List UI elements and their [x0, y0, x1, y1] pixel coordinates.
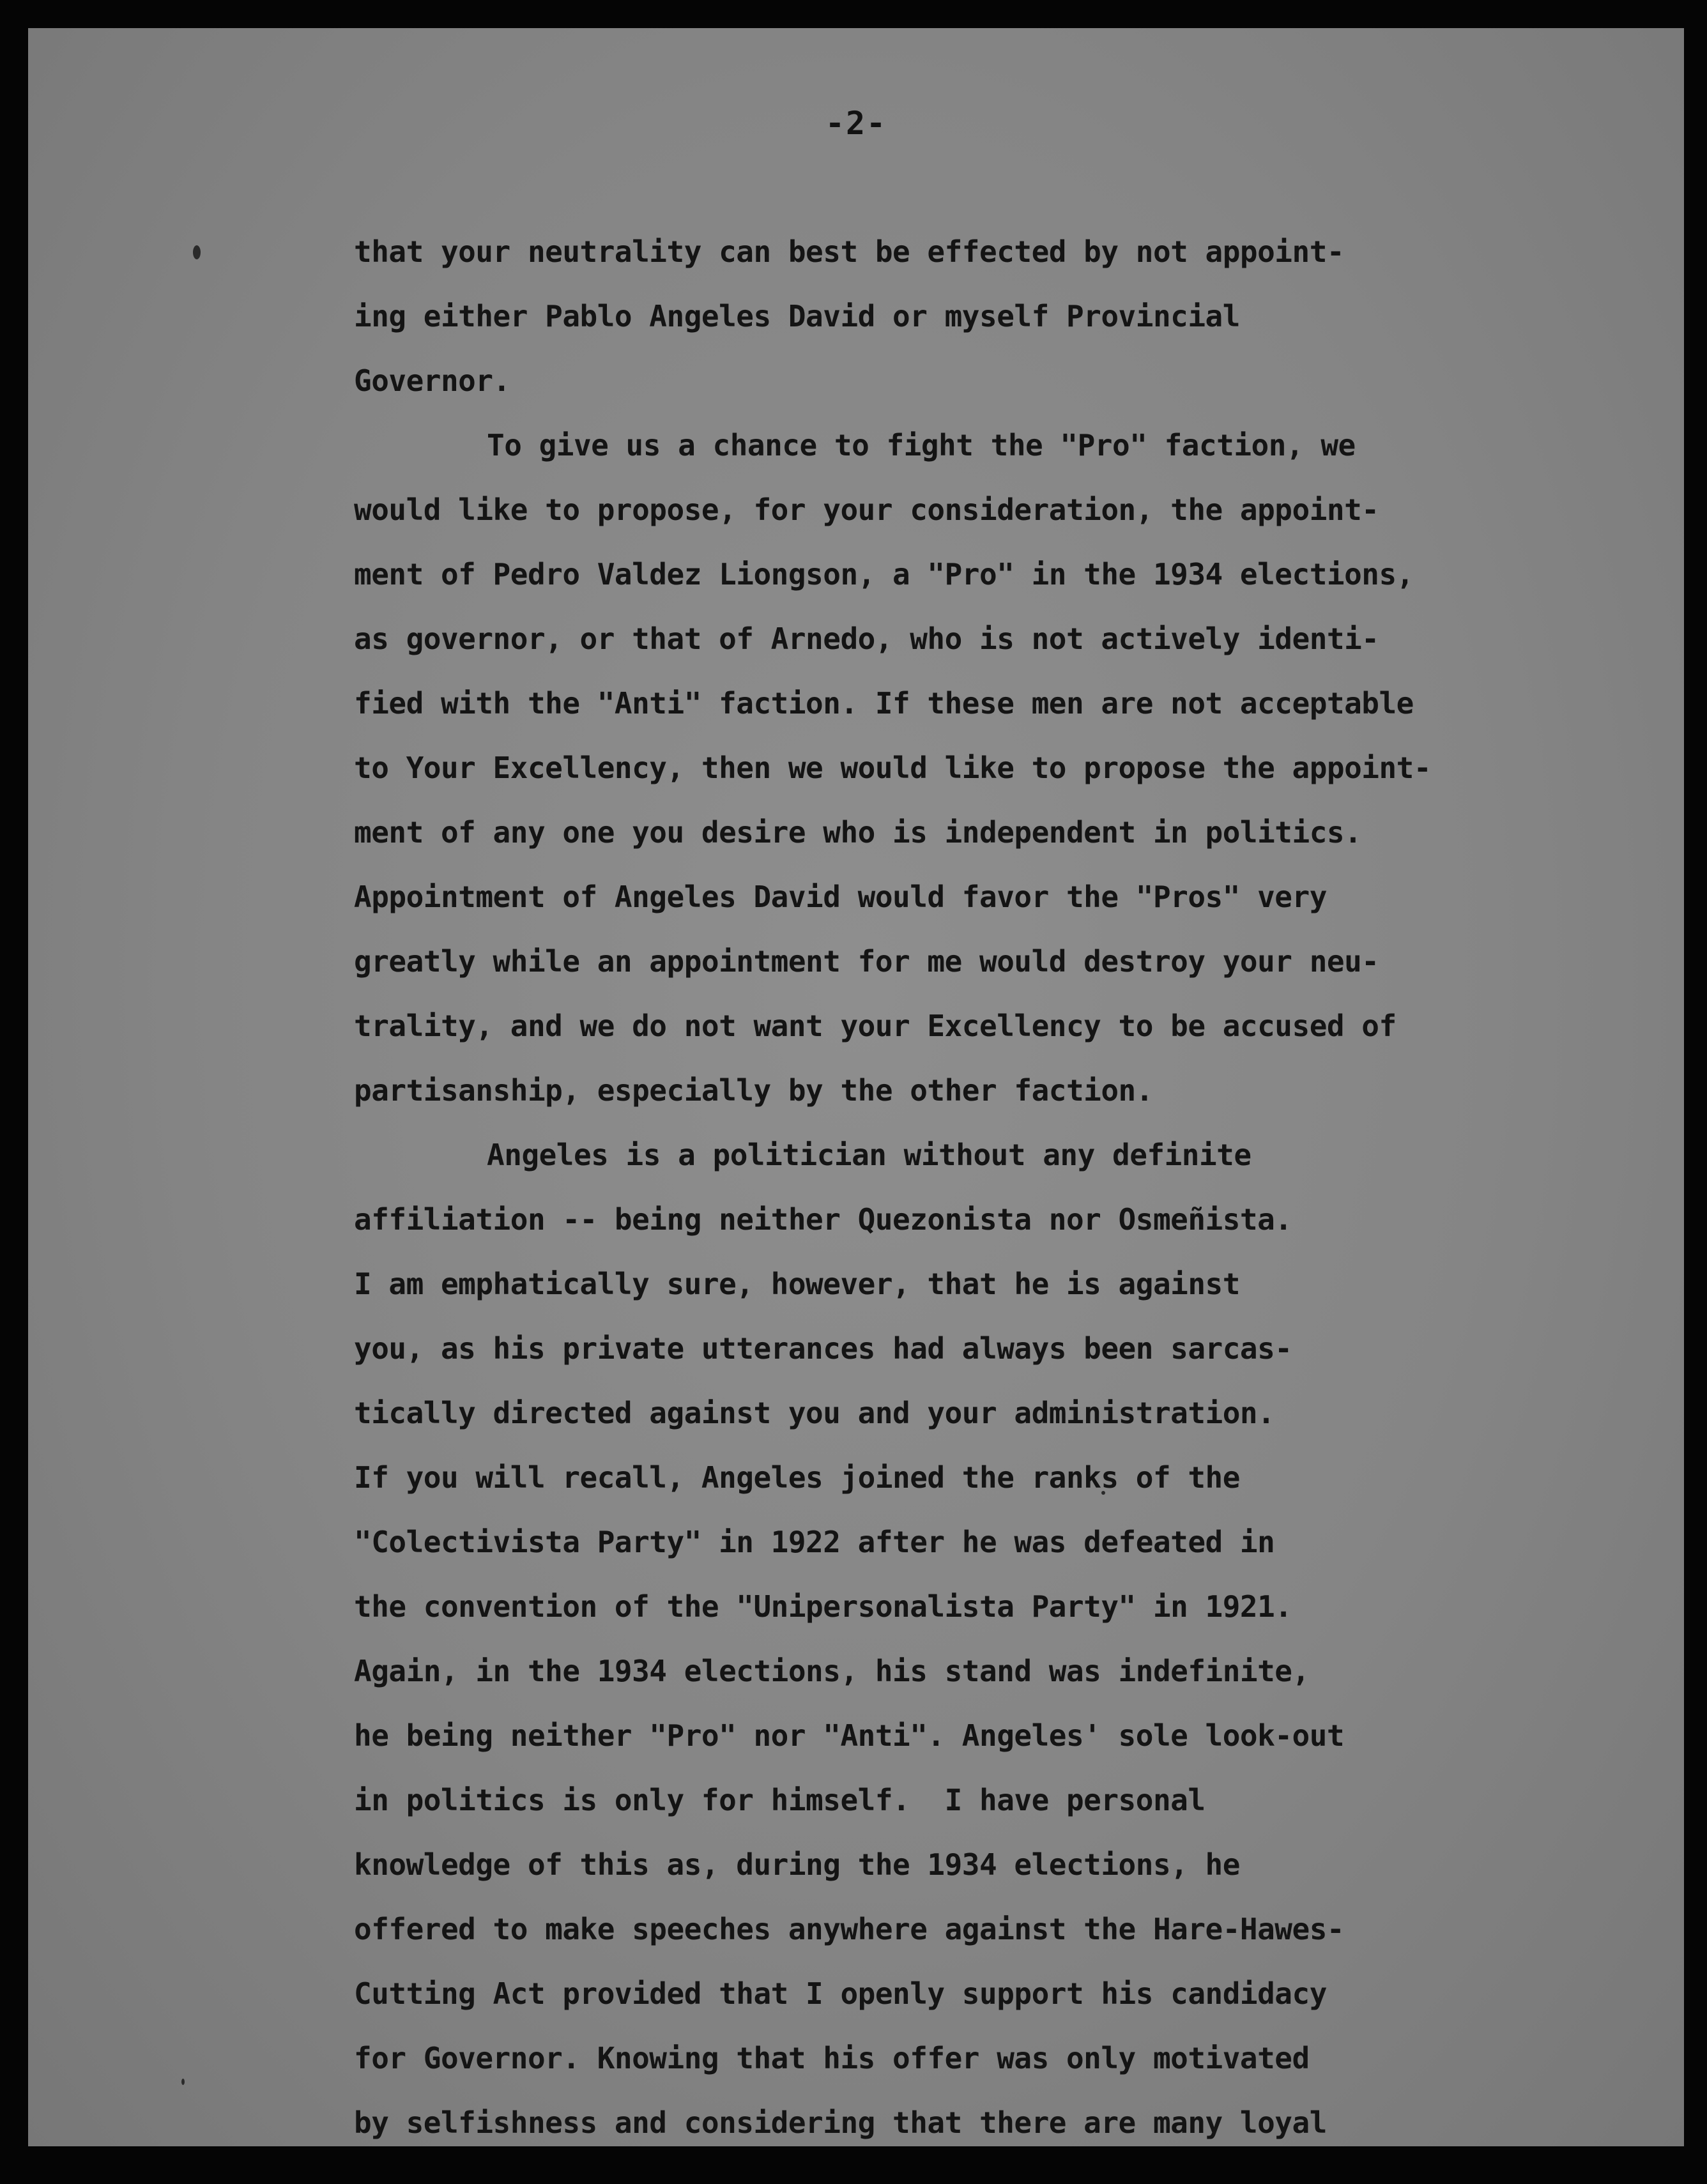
letter-body — [354, 220, 1644, 2155]
text-line: fied with the "Anti" faction. If these men are not acceptable — [354, 686, 1414, 721]
paragraph-start-line: Angeles is a politician without any definite — [487, 1138, 1252, 1172]
text-line: in politics is only for himself. I have personal — [354, 1783, 1206, 1817]
text-line: ment of Pedro Valdez Liongson, a "Pro" in the 1934 elections, — [354, 557, 1414, 592]
text-line: the convention of the "Unipersonalista Party" in 1921. — [354, 1589, 1292, 1624]
text-line: Again, in the 1934 elections, his stand was indefinite, — [354, 1654, 1310, 1688]
ink-speck — [193, 245, 201, 259]
text-line: he being neither "Pro" nor "Anti". Angeles' sole look-out — [354, 1718, 1345, 1753]
text-line: by selfishness and considering that there are many loyal — [354, 2105, 1327, 2140]
text-line: that your neutrality can best be effected by not appoint- — [354, 234, 1345, 269]
text-line: Cutting Act provided that I openly support his candidacy — [354, 1976, 1327, 2011]
text-line: Appointment of Angeles David would favor the "Pros" very — [354, 880, 1327, 914]
text-line: ing either Pablo Angeles David or myself Provincial — [354, 299, 1240, 333]
text-line: knowledge of this as, during the 1934 elections, he — [354, 1847, 1240, 1882]
text-line: for Governor. Knowing that his offer was only motivated — [354, 2041, 1310, 2075]
text-line: affiliation -- being neither Quezonista nor Osmeñista. — [354, 1202, 1292, 1237]
text-line: "Colectivista Party" in 1922 after he was defeated in — [354, 1525, 1275, 1559]
page-number: -2- — [825, 105, 887, 142]
paragraph-start-line: To give us a chance to fight the "Pro" faction, we — [487, 428, 1356, 462]
text-line: you, as his private utterances had always been sarcas- — [354, 1331, 1292, 1366]
text-line: offered to make speeches anywhere against the Hare-Hawes- — [354, 1912, 1345, 1946]
ink-speck — [181, 2079, 185, 2085]
text-line: If you will recall, Angeles joined the ranks of the — [354, 1460, 1240, 1495]
text-line: I am emphatically sure, however, that he is against — [354, 1267, 1240, 1301]
text-line: partisanship, especially by the other faction. — [354, 1073, 1153, 1108]
text-line: Governor. — [354, 363, 510, 398]
text-line: would like to propose, for your consideration, the appoint- — [354, 493, 1379, 527]
text-line: greatly while an appointment for me would destroy your neu- — [354, 944, 1379, 979]
text-line: ment of any one you desire who is independent in politics. — [354, 815, 1362, 850]
text-line: to Your Excellency, then we would like to propose the appoint- — [354, 751, 1432, 785]
document-page — [28, 28, 1684, 2146]
text-line: tically directed against you and your administration. — [354, 1396, 1275, 1430]
text-line: trality, and we do not want your Excellency to be accused of — [354, 1009, 1397, 1043]
text-line: as governor, or that of Arnedo, who is not actively identi- — [354, 622, 1379, 656]
